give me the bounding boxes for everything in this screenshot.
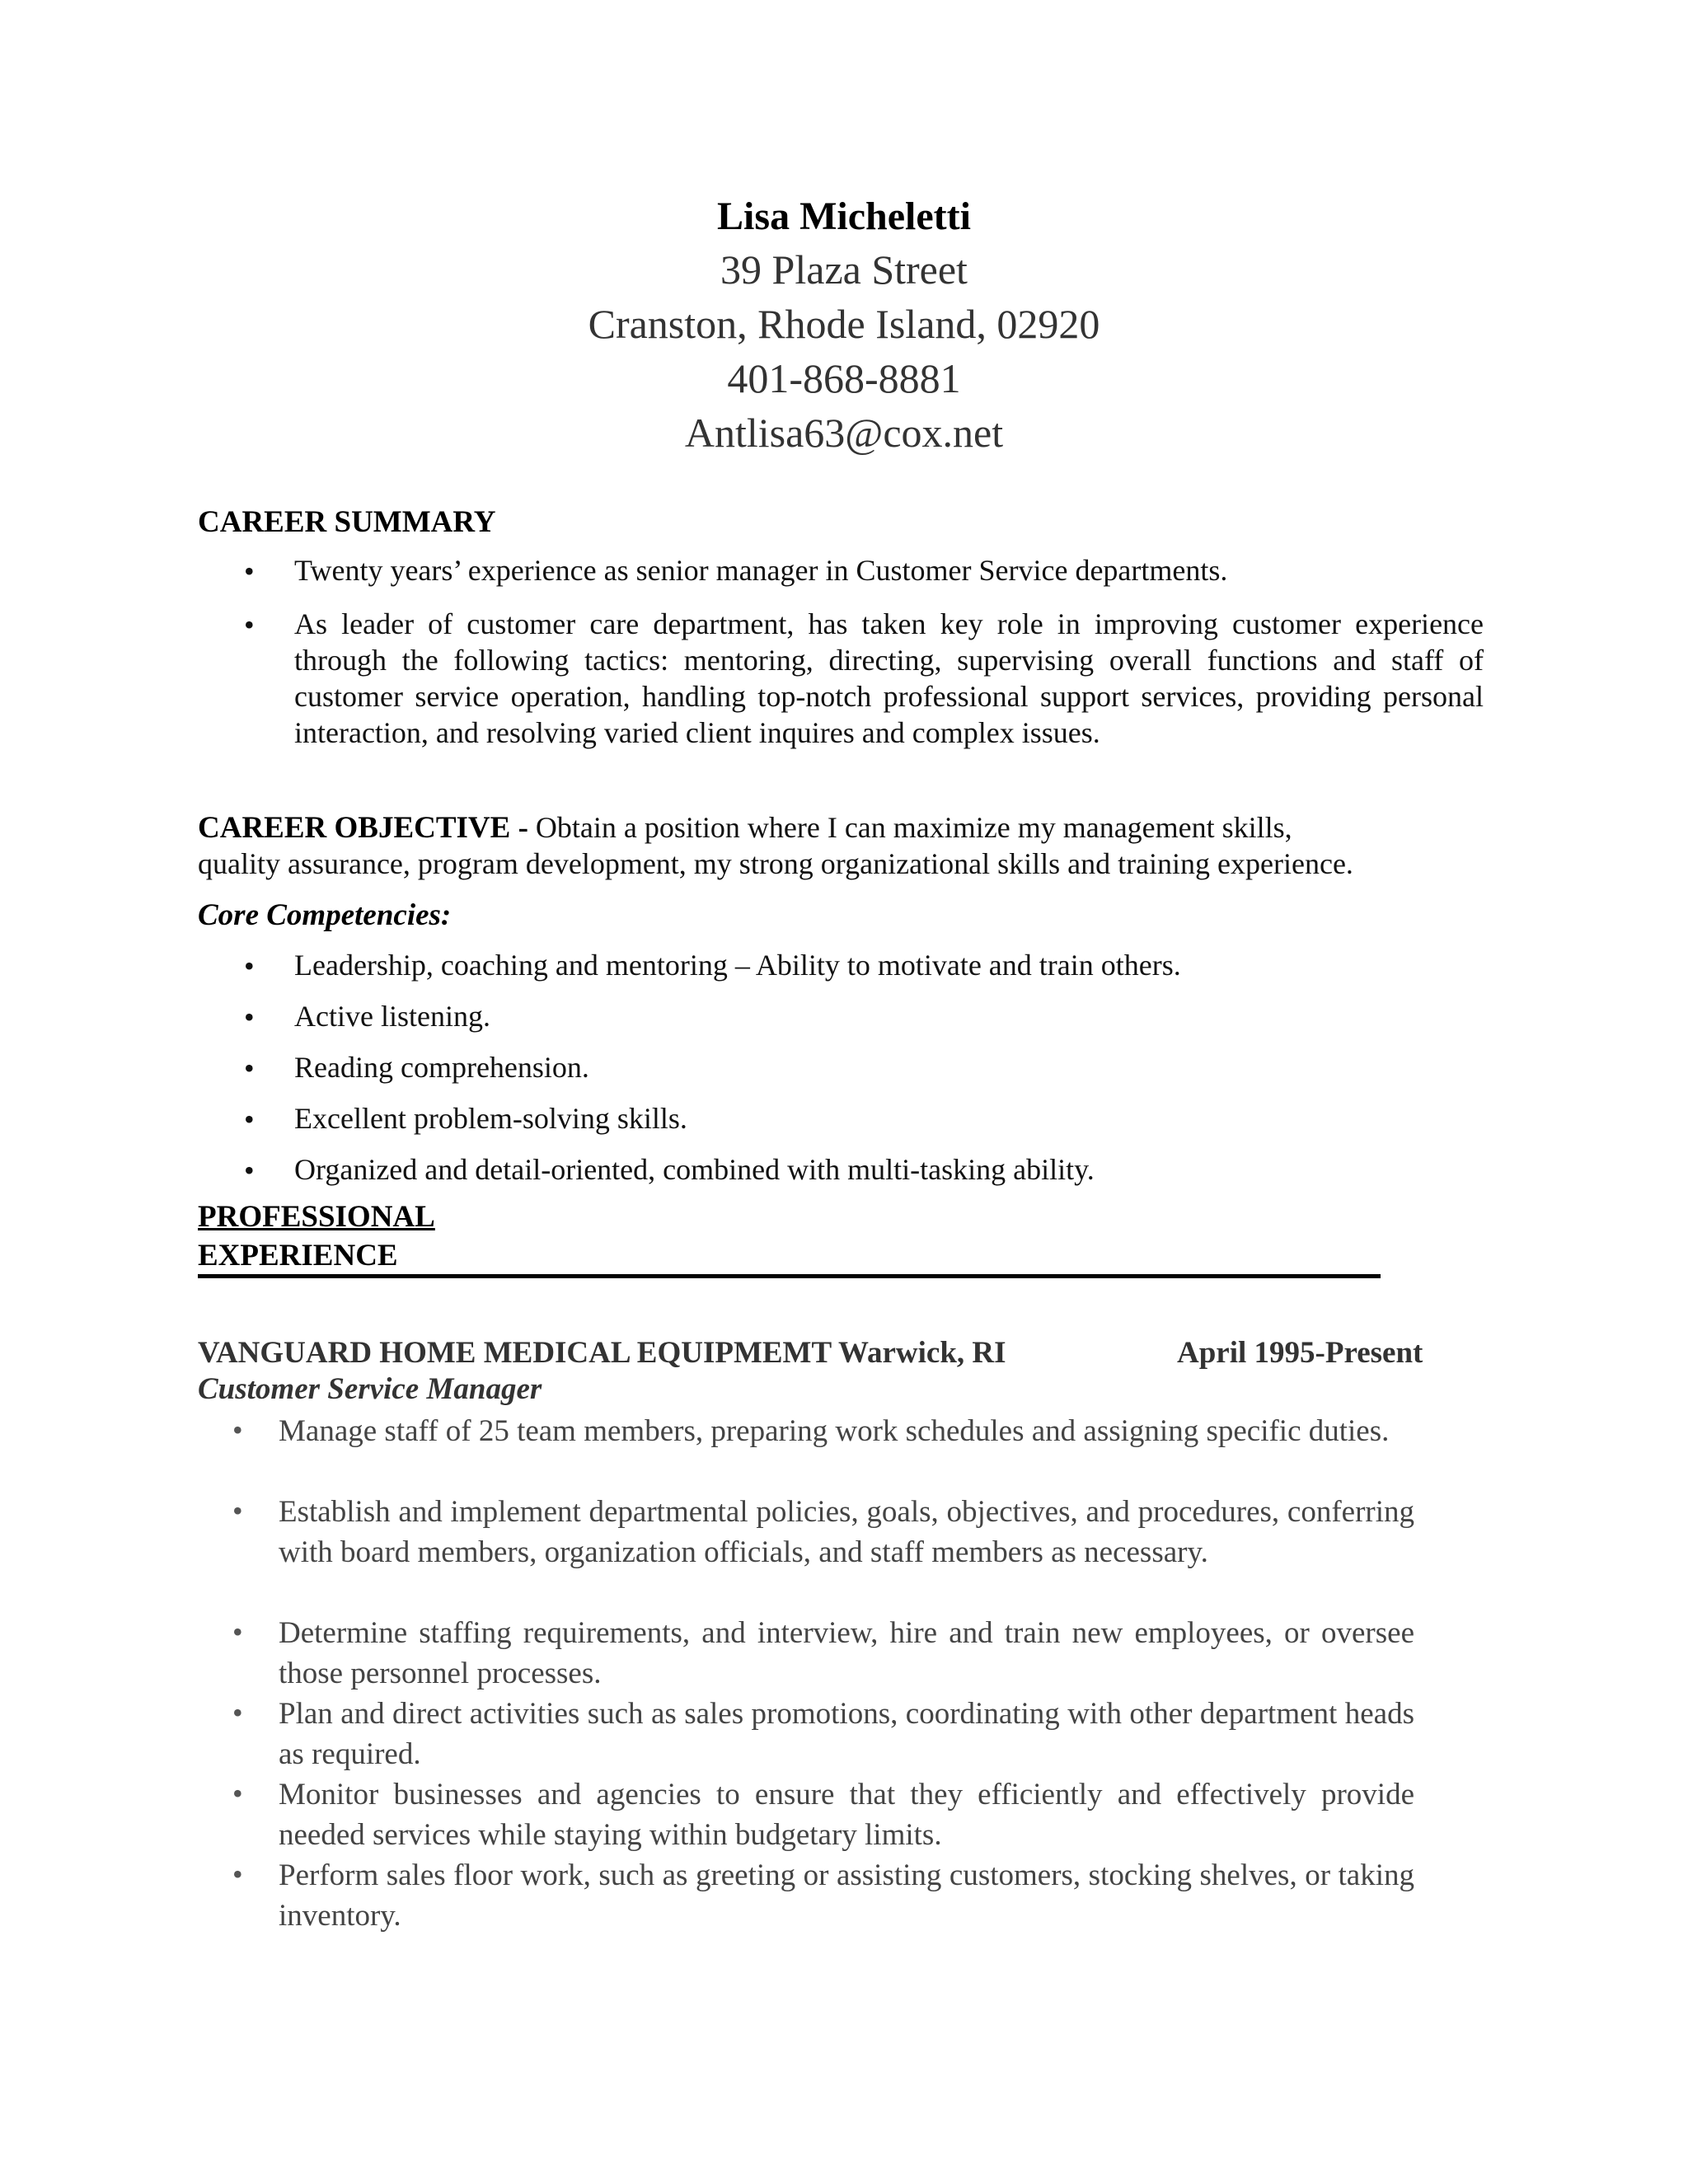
- address-line-1: 39 Plaza Street: [720, 246, 968, 293]
- bullet: •: [244, 1052, 255, 1085]
- bullet: •: [244, 1154, 255, 1187]
- competency-item: Active listening.: [294, 1000, 490, 1033]
- candidate-name: Lisa Micheletti: [717, 194, 971, 238]
- competency-item: Leadership, coaching and mentoring – Ability to motivate and train others.: [294, 949, 1181, 982]
- bullet: •: [244, 949, 255, 982]
- competency-item: Organized and detail-oriented, combined with multi-tasking ability.: [294, 1153, 1095, 1186]
- bullet: •: [232, 1777, 243, 1810]
- career-objective-line-1: [198, 810, 1292, 846]
- bullet: •: [244, 1001, 255, 1033]
- job-role: Customer Service Manager: [198, 1372, 542, 1406]
- professional-experience-heading-line-2: EXPERIENCE: [198, 1239, 398, 1272]
- career-summary-heading: CAREER SUMMARY: [198, 505, 496, 539]
- job-duty: Determine staffing requirements, and interview, hire and train new employees, or oversee those personnel processes.: [279, 1616, 1414, 1690]
- job-dates: April 1995-Present: [1177, 1336, 1423, 1370]
- bullet: •: [232, 1858, 243, 1891]
- bullet: •: [232, 1615, 243, 1648]
- bullet: •: [244, 608, 255, 641]
- bullet: •: [244, 1103, 255, 1136]
- summary-item: As leader of customer care department, has taken key role in improving customer experience through the following tactics: mentoring, directing, supervising overall functions and staff of customer service operation, handling top-notch professional support services, providing personal interaction, and resolving varied client inquires and complex issues.: [294, 607, 1484, 749]
- job-duty: Establish and implement departmental policies, goals, objectives, and procedures, conferring with board members, organization officials, and staff members as necessary.: [279, 1495, 1414, 1569]
- email-address: Antlisa63@cox.net: [684, 410, 1004, 456]
- address-line-2: Cranston, Rhode Island, 02920: [588, 301, 1100, 347]
- bullet: •: [232, 1494, 243, 1527]
- job-duty: Manage staff of 25 team members, preparing work schedules and assigning specific duties.: [279, 1414, 1390, 1448]
- phone-number: 401-868-8881: [727, 355, 961, 401]
- job-company: VANGUARD HOME MEDICAL EQUIPMEMT Warwick, RI: [198, 1336, 1006, 1370]
- job-duty: Plan and direct activities such as sales promotions, coordinating with other department heads as required.: [279, 1697, 1414, 1771]
- job-duty: Monitor businesses and agencies to ensure that they efficiently and effectively provide needed services while staying within budgetary limits.: [279, 1778, 1414, 1852]
- job-duty: Perform sales floor work, such as greeting or assisting customers, stocking shelves, or taking inventory.: [279, 1858, 1414, 1933]
- career-objective-line-2: quality assurance, program development, my strong organizational skills and training experience.: [198, 847, 1353, 880]
- professional-experience-heading-line-1: PROFESSIONAL: [198, 1200, 435, 1234]
- bullet: •: [232, 1413, 243, 1446]
- career-objective-text: Obtain a position where I can maximize my management skills,: [535, 811, 1292, 844]
- competency-item: Excellent problem-solving skills.: [294, 1102, 687, 1135]
- career-objective-heading: CAREER OBJECTIVE -: [198, 811, 528, 845]
- competency-item: Reading comprehension.: [294, 1051, 589, 1084]
- bullet: •: [244, 555, 255, 588]
- section-divider: [198, 1274, 1381, 1278]
- bullet: •: [232, 1696, 243, 1729]
- core-competencies-heading: Core Competencies:: [198, 898, 452, 932]
- summary-item: Twenty years’ experience as senior manager in Customer Service departments.: [294, 554, 1228, 587]
